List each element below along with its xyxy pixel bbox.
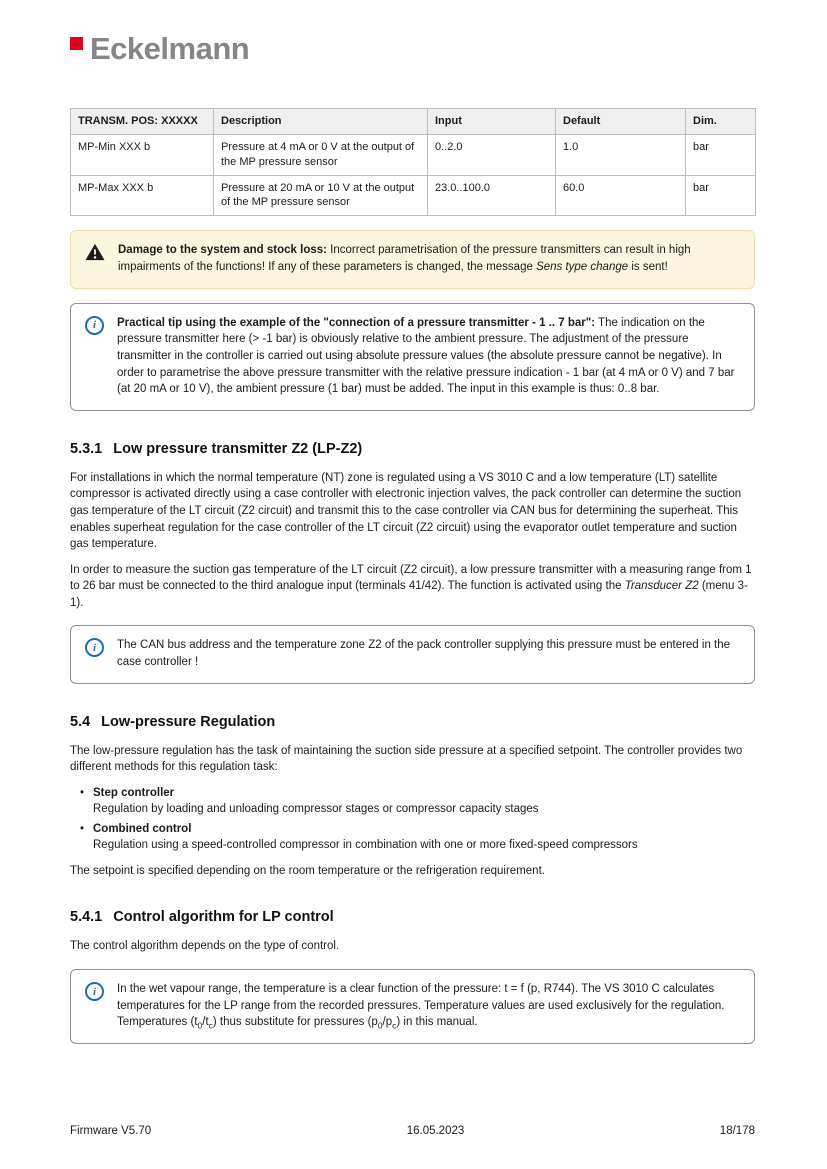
wet-vapour-note-box bbox=[70, 969, 755, 1044]
list-item bbox=[80, 785, 755, 818]
page-footer bbox=[70, 1125, 755, 1137]
heading-number: 5.3.1 bbox=[70, 440, 103, 457]
footer-date: 16.05.2023 bbox=[406, 1125, 465, 1137]
warning-text bbox=[118, 242, 740, 275]
note-segment: /t bbox=[202, 1016, 209, 1029]
bullet-description: Regulation using a speed-controlled compressor in combination with one or more fixed-speed compressors bbox=[93, 839, 638, 852]
warning-body-tail: is sent! bbox=[628, 260, 668, 273]
cell-default: 60.0 bbox=[556, 175, 686, 216]
col-header-dim: Dim. bbox=[686, 109, 756, 135]
cell-pos: MP-Max XXX b bbox=[71, 175, 214, 216]
paragraph-54-outro: The setpoint is specified depending on the room temperature or the refrigeration requirement. bbox=[70, 864, 545, 877]
footer-firmware-version: Firmware V5.70 bbox=[70, 1125, 152, 1137]
subscript: 0 bbox=[377, 1020, 383, 1031]
paragraph-531-2 bbox=[70, 562, 755, 612]
logo-text: Eckelmann bbox=[90, 31, 250, 66]
section-heading-5-3-1 bbox=[70, 441, 755, 457]
note-text: The CAN bus address and the temperature zone Z2 of the pack controller supplying this pressure must be entered in the case controller ! bbox=[117, 639, 731, 668]
subscript: c bbox=[208, 1020, 213, 1031]
bullet-description: Regulation by loading and unloading compressor stages or compressor capacity stages bbox=[93, 803, 539, 816]
note-segment: ) in this manual. bbox=[396, 1016, 478, 1029]
warning-italic-term: Sens type change bbox=[536, 260, 629, 273]
heading-number: 5.4.1 bbox=[70, 909, 103, 926]
warning-lead: Damage to the system and stock loss: bbox=[118, 244, 327, 257]
col-header-input: Input bbox=[428, 109, 556, 135]
cell-input: 0..2.0 bbox=[428, 134, 556, 175]
cell-pos: MP-Min XXX b bbox=[71, 134, 214, 175]
table-row bbox=[71, 175, 756, 216]
practical-tip-box bbox=[70, 303, 755, 411]
cell-dim: bar bbox=[686, 134, 756, 175]
table-row bbox=[71, 134, 756, 175]
footer-page-number: 18/178 bbox=[719, 1125, 755, 1137]
logo-red-square-icon bbox=[70, 37, 83, 50]
bullet-term: • Combined control bbox=[93, 822, 192, 835]
note-segment: In the wet vapour range, the temperature is a clear function of the pressure: t = f (p, R744). The VS 3010 C calculates temperatures for the LP range from the recorded pressures. Temperature values are used exclusively for the regulation. Temperatures (t bbox=[117, 983, 725, 1029]
tip-text bbox=[117, 315, 740, 398]
paragraph-text: (menu 3-1). bbox=[70, 580, 748, 609]
note-segment: /p bbox=[382, 1016, 393, 1029]
transmitter-parameter-table bbox=[70, 108, 756, 216]
info-circle-icon: i bbox=[85, 316, 104, 335]
cell-input: 23.0..100.0 bbox=[428, 175, 556, 216]
section-heading-5-4-1 bbox=[70, 909, 755, 925]
note-text bbox=[117, 981, 740, 1031]
subscript: c bbox=[392, 1020, 397, 1031]
heading-title: Control algorithm for LP control bbox=[113, 909, 334, 926]
tip-lead: Practical tip using the example of the "connection of a pressure transmitter - 1 .. 7 bar": bbox=[117, 316, 596, 329]
table-header-row bbox=[71, 109, 756, 135]
info-circle-icon: i bbox=[85, 638, 104, 657]
section-heading-5-4 bbox=[70, 714, 755, 730]
cell-description: Pressure at 4 mA or 0 V at the output of the MP pressure sensor bbox=[214, 134, 428, 175]
cell-description: Pressure at 20 mA or 10 V at the output of the MP pressure sensor bbox=[214, 175, 428, 216]
warning-triangle-icon bbox=[85, 243, 105, 275]
cell-dim: bar bbox=[686, 175, 756, 216]
cell-default: 1.0 bbox=[556, 134, 686, 175]
logo bbox=[70, 33, 755, 64]
subscript: 0 bbox=[197, 1020, 203, 1031]
can-bus-note-box bbox=[70, 625, 755, 683]
paragraph-text: In order to measure the suction gas temperature of the LT circuit (Z2 circuit), a low pressure transmitter with a measuring range from 1 to 26 bar must be connected to the third analogue input (terminals 41/42). The function is activated using the bbox=[70, 563, 752, 593]
tip-body: The indication on the pressure transmitter here (> -1 bar) is obviously relative to the ambient pressure. The adjustment of the pressure transmitter in the controller is carried out using absolute pressure values (the absolute pressure cannot be negative). In order to parametrise the above pressure transmitter with the relative pressure indication - 1 bar (at 4 mA or 0 V) and 7 bar (at 20 mA or 10 V), the ambient pressure (1 bar) must be added. The input in this example is thus: 0..8 bar. bbox=[117, 316, 735, 396]
regulation-methods-list bbox=[70, 785, 755, 854]
col-header-pos: TRANSM. POS: XXXXX bbox=[71, 109, 214, 135]
heading-number: 5.4 bbox=[70, 713, 91, 730]
menu-item-italic: Transducer Z2 bbox=[624, 580, 699, 593]
paragraph-541: The control algorithm depends on the type of control. bbox=[70, 940, 340, 953]
col-header-default: Default bbox=[556, 109, 686, 135]
paragraph-54-intro: The low-pressure regulation has the task of maintaining the suction side pressure at a specified setpoint. The controller provides two different methods for this regulation task: bbox=[70, 744, 743, 774]
col-header-description: Description bbox=[214, 109, 428, 135]
info-circle-icon: i bbox=[85, 982, 104, 1001]
bullet-term: • Step controller bbox=[93, 786, 175, 799]
paragraph-531-1: For installations in which the normal temperature (NT) zone is regulated using a VS 3010 C and a low temperature (LT) satellite compressor is activated directly using a case controller with electronic injection valves, the pack controller can determine the suction gas temperature of the LT circuit (Z2 circuit) and transmit this to the case controller via CAN bus for determining the superheat. This enables superheat regulation for the case controller of the LT circuit (Z2 circuit) using the evaporator outlet temperature and suction gas temperature. bbox=[70, 471, 742, 551]
warning-box bbox=[70, 230, 755, 288]
note-segment: ) thus substitute for pressures (p bbox=[212, 1016, 378, 1029]
heading-title: Low-pressure Regulation bbox=[101, 713, 276, 730]
list-item bbox=[80, 821, 755, 854]
heading-title: Low pressure transmitter Z2 (LP-Z2) bbox=[113, 440, 363, 457]
warning-body: Incorrect parametrisation of the pressure transmitters can result in high impairments of the functions! If any of these parameters is changed, the message bbox=[118, 244, 691, 273]
